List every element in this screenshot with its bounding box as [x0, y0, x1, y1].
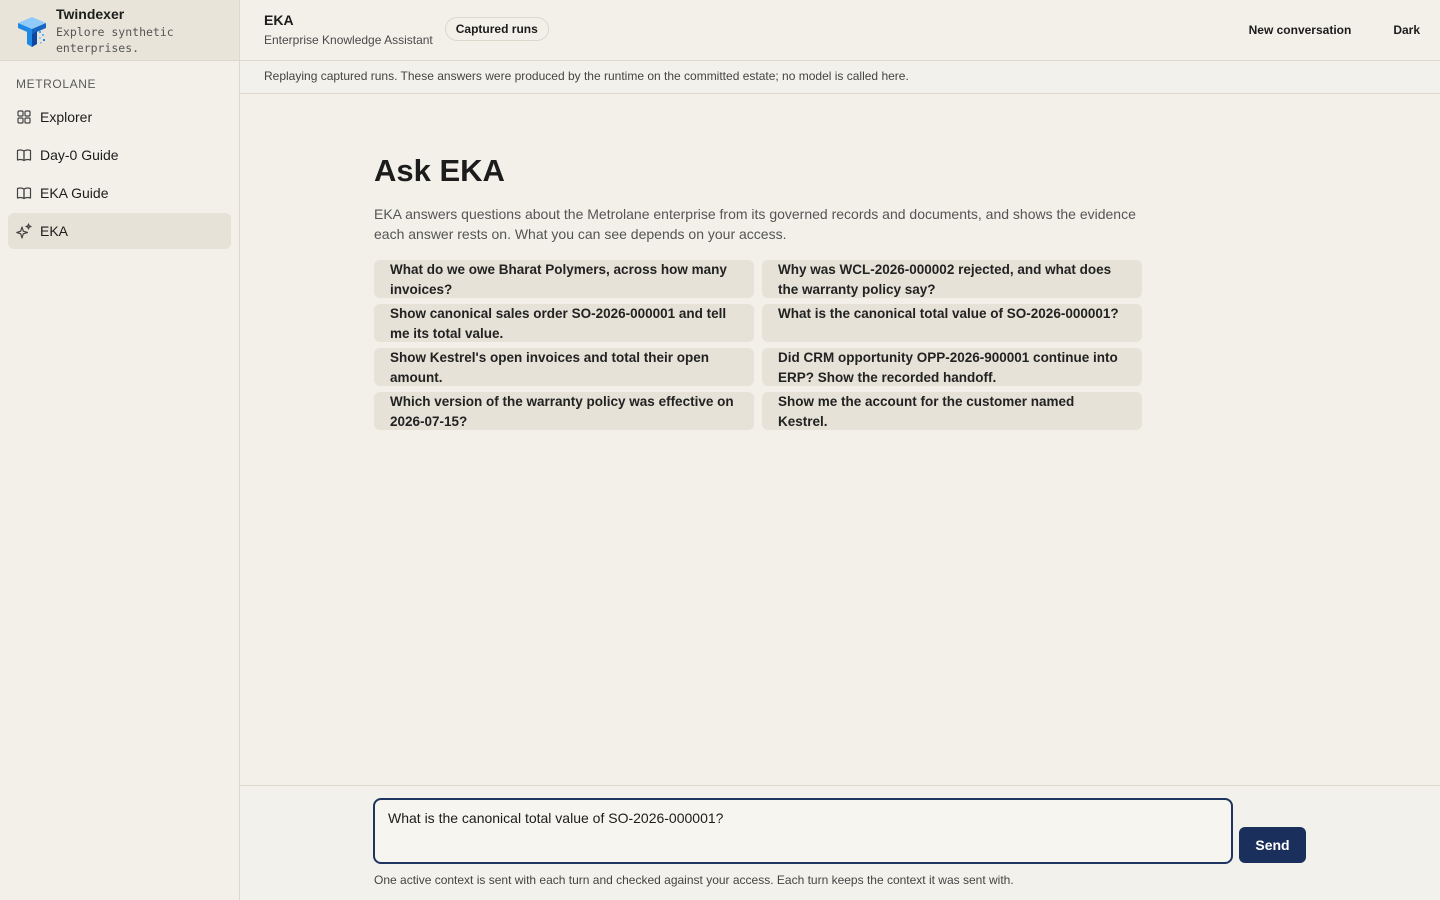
sidebar-item-label: Day-0 Guide — [40, 147, 119, 163]
suggestion-chip[interactable]: Did CRM opportunity OPP-2026-900001 continue into ERP? Show the recorded handoff. — [762, 348, 1142, 386]
sidebar-item-label: EKA Guide — [40, 185, 109, 201]
new-conversation-button[interactable]: New conversation — [1248, 23, 1352, 37]
suggestion-list — [374, 260, 1142, 430]
suggestion-chip[interactable]: Why was WCL-2026-000002 rejected, and what does the warranty policy say? — [762, 260, 1142, 298]
page-title: EKA — [264, 12, 294, 28]
twindexer-logo-icon — [16, 14, 50, 48]
sidebar-item-eka-guide[interactable] — [8, 175, 231, 211]
suggestion-chip[interactable]: Show Kestrel's open invoices and total their open amount. — [374, 348, 754, 386]
sidebar-item-day0-guide[interactable] — [8, 137, 231, 173]
sidebar-section-label: METROLANE — [16, 77, 97, 91]
theme-toggle-button[interactable]: Dark — [1393, 23, 1420, 37]
top-header — [240, 0, 1440, 61]
sparkle-icon — [16, 223, 32, 239]
grid-icon — [16, 109, 32, 125]
suggestion-chip[interactable]: Which version of the warranty policy was effective on 2026-07-15? — [374, 392, 754, 430]
page-subtitle: Enterprise Knowledge Assistant — [264, 33, 433, 47]
sidebar-item-label: EKA — [40, 223, 69, 239]
book-icon — [16, 185, 32, 201]
suggestion-chip[interactable]: Show me the account for the customer named Kestrel. — [762, 392, 1142, 430]
replay-banner: Replaying captured runs. These answers were produced by the runtime on the committed estate; no model is called here. — [240, 61, 1440, 94]
suggestion-chip[interactable]: Show canonical sales order SO-2026-000001 and tell me its total value. — [374, 304, 754, 342]
sidebar-item-label: Explorer — [40, 109, 93, 125]
composer — [240, 785, 1440, 900]
brand[interactable] — [0, 0, 239, 61]
captured-runs-badge: Captured runs — [445, 17, 549, 41]
book-icon — [16, 147, 32, 163]
brand-tagline: Explore synthetic enterprises. — [56, 25, 174, 55]
sidebar-item-eka[interactable] — [8, 213, 231, 249]
sidebar-nav — [0, 99, 239, 249]
send-button[interactable]: Send — [1239, 827, 1306, 863]
page-identity — [264, 11, 433, 49]
composer-note: One active context is sent with each turn and checked against your access. Each turn keeps the context it was sent with. — [374, 873, 1014, 887]
question-input[interactable] — [373, 798, 1233, 864]
main-content — [374, 150, 1142, 430]
suggestion-chip[interactable]: What do we owe Bharat Polymers, across how many invoices? — [374, 260, 754, 298]
page-heading: Ask EKA — [374, 153, 505, 188]
intro-text: EKA answers questions about the Metrolane enterprise from its governed records and documents, and shows the evidence each answer rests on. What you can see depends on your access. — [374, 206, 1136, 242]
sidebar-item-explorer[interactable] — [8, 99, 231, 135]
suggestion-chip[interactable]: What is the canonical total value of SO-2026-000001? — [762, 304, 1142, 342]
header-actions — [1207, 23, 1440, 37]
sidebar — [0, 0, 240, 900]
brand-name: Twindexer — [56, 6, 125, 22]
